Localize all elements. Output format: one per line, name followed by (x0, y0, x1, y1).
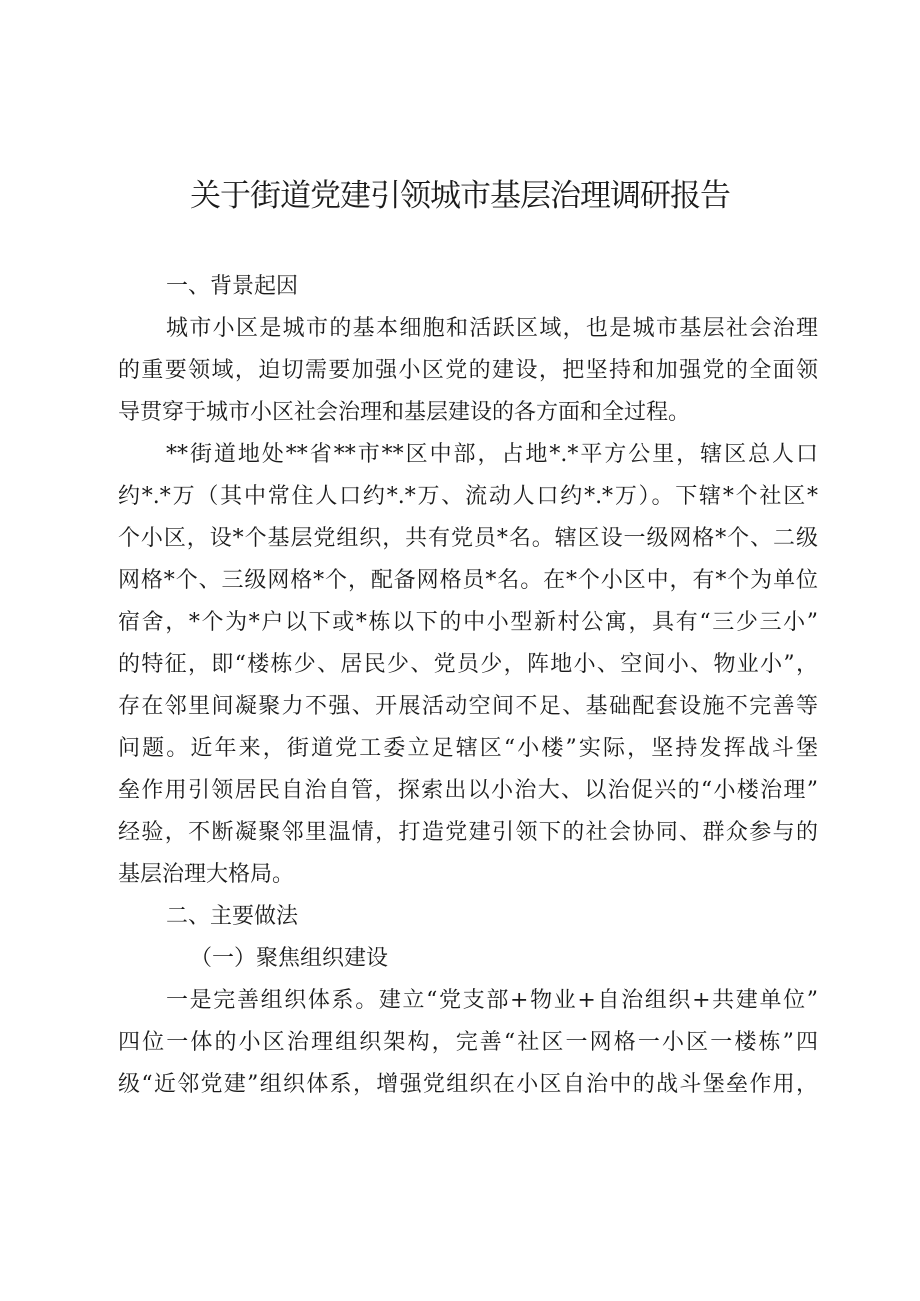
paragraph-line: 约*.*万（其中常住人口约*.*万、流动人口约*.*万）。下辖*个社区* (118, 484, 818, 509)
paragraph-line: 导贯穿于城市小区社会治理和基层建设的各方面和全过程。 (118, 400, 691, 425)
paragraph-line: 城市小区是城市的基本细胞和活跃区域，也是城市基层社会治理 (166, 316, 818, 341)
paragraph-line: 存在邻里间凝聚力不强、开展活动空间不足、基础配套设施不完善等 (118, 694, 818, 719)
document-body (118, 266, 818, 1106)
paragraph-line: 一是完善组织体系。建立“党支部+物业+自治组织+共建单位” (166, 988, 818, 1013)
paragraph-line: 个小区，设*个基层党组织，共有党员*名。辖区设一级网格*个、二级 (118, 526, 818, 551)
section-heading: 二、主要做法 (166, 904, 299, 929)
paragraph-line: 垒作用引领居民自治自管，探索出以小治大、以治促兴的“小楼治理” (118, 778, 818, 803)
paragraph-line: 经验，不断凝聚邻里温情，打造党建引领下的社会协同、群众参与的 (118, 820, 818, 845)
paragraph-line: 的特征，即“楼栋少、居民少、党员少，阵地小、空间小、物业小”， (118, 652, 818, 677)
paragraph-line: 问题。近年来，街道党工委立足辖区“小楼”实际，坚持发挥战斗堡 (118, 736, 818, 761)
subsection-heading: （一）聚焦组织建设 (190, 946, 389, 971)
paragraph-line: 级“近邻党建”组织体系，增强党组织在小区自治中的战斗堡垒作用， (118, 1072, 818, 1097)
paragraph-line: 基层治理大格局。 (118, 862, 295, 887)
section-heading: 一、背景起因 (166, 274, 299, 299)
paragraph-line: 宿舍，*个为*户以下或*栋以下的中小型新村公寓，具有“三少三小” (118, 610, 818, 635)
paragraph-line: 的重要领域，迫切需要加强小区党的建设，把坚持和加强党的全面领 (118, 358, 818, 383)
paragraph-line: **街道地处**省**市**区中部，占地*.*平方公里，辖区总人口 (166, 442, 818, 467)
paragraph-line: 网格*个、三级网格*个，配备网格员*名。在*个小区中，有*个为单位 (118, 568, 818, 593)
paragraph-line: 四位一体的小区治理组织架构，完善“社区一网格一小区一楼栋”四 (118, 1030, 818, 1055)
document-title: 关于街道党建引领城市基层治理调研报告 (190, 178, 730, 214)
